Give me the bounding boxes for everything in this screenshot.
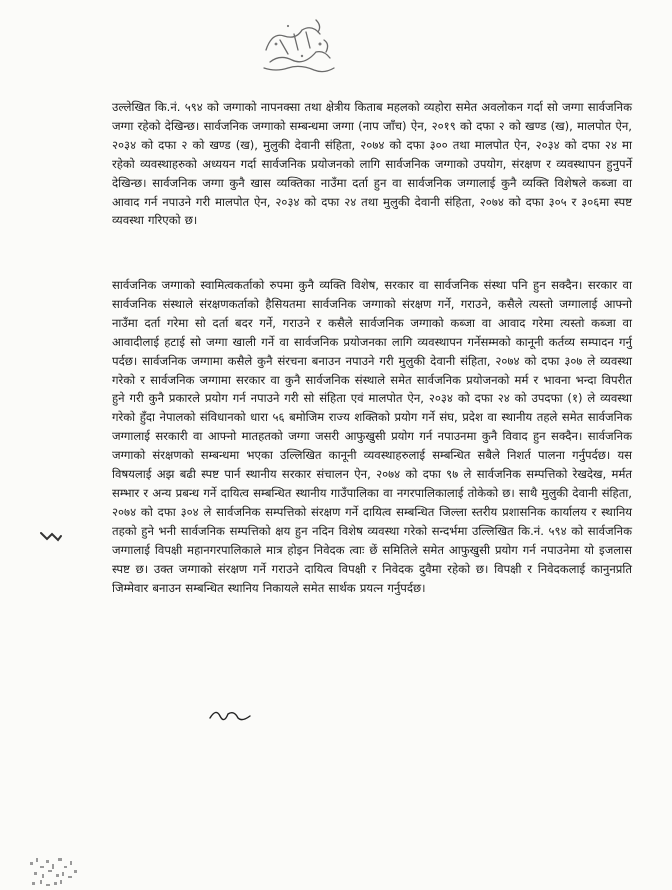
- paragraph-2: सार्वजनिक जग्गाको स्वामित्वकर्ताको रुपमा कुनै व्यक्ति विशेष, सरकार वा सार्वजनिक संस्था पनि हुन सक्दैन। सरकार वा सार्वजनिक संस्थाले संरक्षणकर्ताको हैसियतमा सार्वजनिक जग्गाको संरक्षण गर्ने, गराउने, कसैले त्यस्तो जग्गालाई आफ्नो नाउँमा दर्ता गरेमा सो दर्ता बदर गर्ने, गराउने र कसैले सार्वजनिक जग्गाको कब्जा वा आवाद गरेमा त्यस्तो कब्जा वा आवादीलाई हटाई सो जग्गा खाली गर्ने वा सार्वजनिक प्रयोजनका लागि व्यवस्थापन गर्नेसम्मको कानूनी कर्तव्य सम्पादन गर्नु पर्दछ। सार्वजनिक जग्गामा कसैले कुनै संरचना बनाउन नपाउने गरी मुलुकी देवानी संहिता, २०७४ को दफा ३०७ ले व्यवस्था गरेको र सार्वजनिक जग्गामा सरकार वा कुनै सार्वजनिक संस्थाले समेत सार्वजनिक प्रयोजनको मर्म र भावना भन्दा विपरीत हुने गरी कुनै प्रकारले प्रयोग गर्न नपाउने गरी सो संहिता एवं मालपोत ऐन, २०३४ को दफा २४ को उपदफा (१) ले व्यवस्था गरेको हुँदा नेपालको संविधानको धारा ५६ बमोजिम राज्य शक्तिको प्रयोग गर्ने संघ, प्रदेश वा स्थानीय तहले समेत सार्वजनिक जग्गालाई सरकारी वा आफ्नो मातहतको जग्गा जसरी आफुखुसी प्रयोग गर्न नपाउनमा कुनै विवाद हुन सक्दैन। सार्वजनिक जग्गाको संरक्षणको सम्बन्धमा भएका उल्लिखित कानूनी व्यवस्थाहरुलाई सम्बन्धित सबैले निशर्त पालना गर्नुपर्दछ। यस विषयलाई अझ बढी स्पष्ट पार्न स्थानीय सरकार संचालन ऐन, २०७४ को दफा ९७ ले सार्वजनिक सम्पत्तिको रेखदेख, मर्मत सम्भार र अन्य प्रबन्ध गर्ने दायित्व सम्बन्धित स्थानीय गाउँपालिका वा नगरपालिकालाई तोकेको छ। साथै मुलुकी देवानी संहिता, २०७४ को दफा ३०४ ले सार्वजनिक सम्पत्तिको संरक्षण गर्ने दायित्व सम्बन्धित जिल्ला स्तरीय प्रशासनिक कार्यालय र स्थानिय तहको हुने भनी सार्वजनिक सम्पत्तिको क्षय हुन नदिन विशेष व्यवस्था गरेको सन्दर्भमा उल्लिखित कि.नं. ५९४ को सार्वजनिक जग्गालाई विपक्षी महानगरपालिकाले मात्र होइन निवेदक त्वाः छें समितिले समेत आफुखुसी प्रयोग गर्न नपाउनेमा यो इजलास स्पष्ट छ। उक्त जग्गाको संरक्षण गर्ने गराउने दायित्व विपक्षी र निवेदक दुवैमा रहेको छ। विपक्षी र निवेदकलाई कानुनप्रति जिम्मेवार बनाउन सम्बन्धित स्थानिय निकायले समेत सार्थक प्रयत्न गर्नुपर्दछ।: [112, 278, 632, 595]
- stamp-mark: [258, 10, 342, 78]
- margin-mark: [40, 530, 62, 542]
- signature-mark: [208, 704, 252, 726]
- paragraph-1: उल्लेखित कि.नं. ५९४ को जग्गाको नापनक्सा तथा क्षेत्रीय किताब महलको व्यहोरा समेत अवलोकन गर्दा सो जग्गा सार्वजनिक जग्गा रहेको देखिन्छ। सार्वजनिक जग्गाको सम्बन्धमा जग्गा (नाप जाँच) ऐन, २०१९ को दफा २ को खण्ड (ख), मालपोत ऐन, २०३४ को दफा २ को खण्ड (ख), मुलुकी देवानी संहिता, २०७४ को दफा ३०० तथा मालपोत ऐन, २०३४ को दफा २४ मा रहेको व्यवस्थाहरुको अध्ययन गर्दा सार्वजनिक प्रयोजनको लागि सार्वजनिक जग्गाको उपयोग, संरक्षण र व्यवस्थापन हुनुपर्ने देखिन्छ। सार्वजनिक जग्गा कुनै खास व्यक्तिका नाउँमा दर्ता हुन वा सार्वजनिक जग्गालाई कुनै व्यक्ति विशेषले कब्जा वा आवाद गर्न नपाउने गरी मालपोत ऐन, २०३४ को दफा २४ तथा मुलुकी देवानी संहिता, २०७४ को दफा ३०५ र ३०६मा स्पष्ट व्यवस्था गरिएको छ।: [112, 100, 632, 228]
- scan-smudge: [28, 852, 84, 890]
